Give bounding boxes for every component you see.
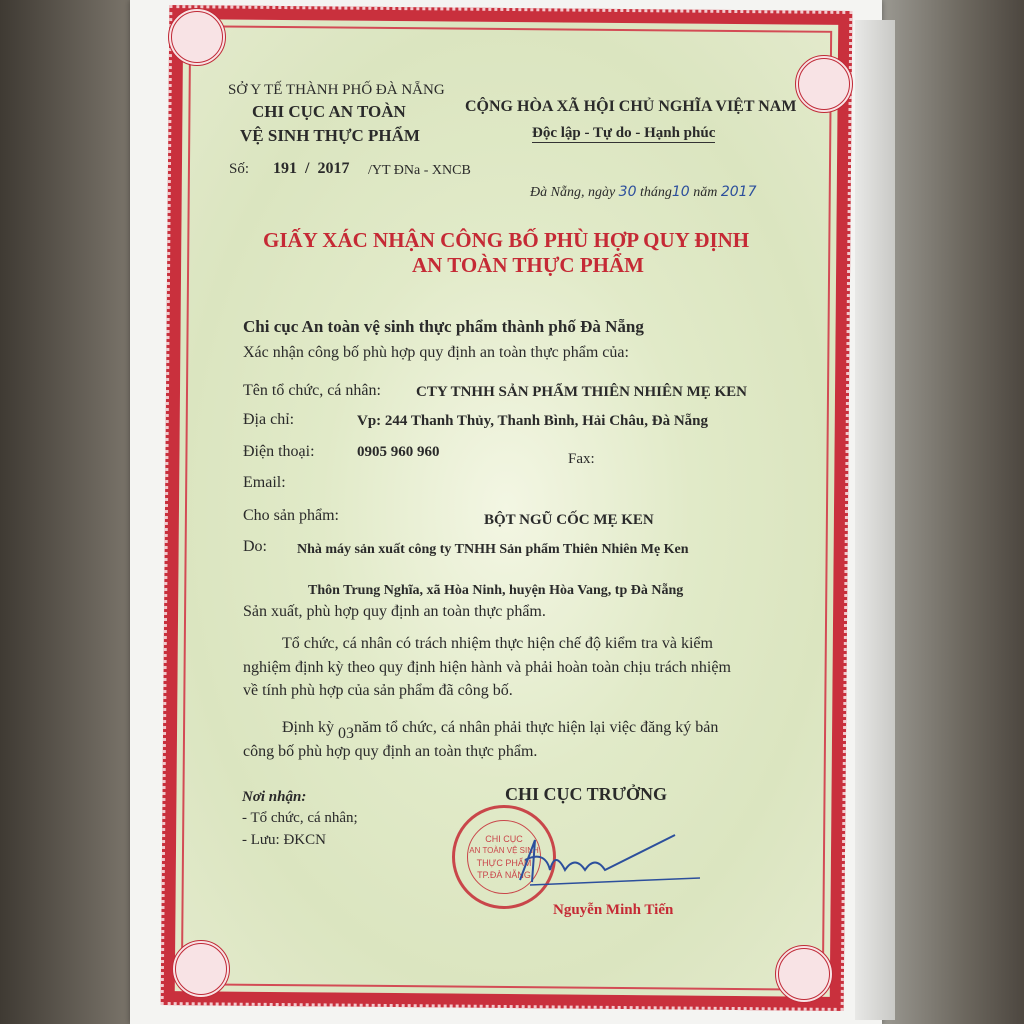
by-label: Do: (243, 538, 267, 555)
background-right (880, 0, 1024, 1024)
phone-value: 0905 960 960 (357, 444, 440, 460)
republic-title: CỘNG HÒA XÃ HỘI CHỦ NGHĨA VIỆT NAM (465, 98, 797, 115)
org-value: CTY TNHH SẢN PHẨM THIÊN NHIÊN MẸ KEN (416, 384, 748, 400)
number-suffix: /YT ĐNa - XNCB (368, 163, 471, 178)
signature (500, 820, 700, 900)
number-label: Số: (229, 161, 250, 177)
corner-ornament (795, 55, 853, 113)
date-year: 2017 (720, 184, 757, 200)
recipient-1: - Tổ chức, cá nhân; (242, 810, 358, 826)
signer-title: CHI CỤC TRƯỞNG (505, 784, 668, 804)
signer-name: Nguyễn Minh Tiến (553, 902, 674, 918)
address-label: Địa chỉ: (243, 411, 295, 428)
org-label: Tên tổ chức, cá nhân: (243, 382, 381, 399)
motto: Độc lập - Tự do - Hạnh phúc (532, 125, 716, 141)
corner-ornament (172, 940, 230, 998)
date-place (530, 184, 756, 201)
para1-line1: Tổ chức, cá nhân có trách nhiệm thực hiện chế độ kiểm tra và kiểm (282, 635, 713, 652)
date-day: 30 (618, 184, 637, 200)
corner-ornament (168, 8, 226, 66)
date-month-label: tháng (640, 185, 672, 200)
document-number: 191 / 2017 (273, 160, 350, 177)
seal-line: CHI CỤC (485, 834, 523, 844)
para2-line2: công bố phù hợp quy định an toàn thực phẩm. (243, 743, 538, 760)
sleeve-edge (855, 20, 895, 1020)
period-years: 03 (338, 725, 354, 742)
confirm-text: Xác nhận công bố phù hợp quy định an toàn thực phẩm của: (243, 344, 629, 361)
date-month: 10 (671, 184, 690, 200)
agency-line1: CHI CỤC AN TOÀN (252, 102, 406, 121)
email-label: Email: (243, 474, 286, 491)
produced-text: Sản xuất, phù hợp quy định an toàn thực phẩm. (243, 603, 546, 620)
para2-line1 (282, 719, 719, 742)
background-left (0, 0, 135, 1024)
agency-line2: VỆ SINH THỰC PHẨM (240, 126, 420, 145)
para1-line2: nghiệm định kỳ theo quy định hiện hành và phải hoàn toàn chịu trách nhiệm (243, 659, 731, 676)
title-line1: GIẤY XÁC NHẬN CÔNG BỐ PHÙ HỢP QUY ĐỊNH (263, 228, 750, 252)
phone-label: Điện thoại: (243, 443, 315, 460)
seal-line: TP.ĐÀ NẴNG (477, 870, 531, 880)
para2-prefix: Định kỳ (282, 719, 334, 736)
title-line2: AN TOÀN THỰC PHẨM (412, 253, 644, 277)
fax-label: Fax: (568, 451, 595, 467)
seal-line: THỰC PHẨM (476, 858, 532, 868)
issuer: Chi cục An toàn vệ sinh thực phẩm thành phố Đà Nẵng (243, 317, 644, 336)
by-address: Thôn Trung Nghĩa, xã Hòa Ninh, huyện Hòa Vang, tp Đà Nẵng (308, 583, 684, 598)
recipients-label: Nơi nhận: (242, 789, 307, 805)
by-value: Nhà máy sản xuất công ty TNHH Sản phẩm Thiên Nhiên Mẹ Ken (297, 542, 689, 557)
corner-ornament (775, 945, 833, 1003)
date-year-label: năm (693, 185, 718, 200)
para2-text: năm tổ chức, cá nhân phải thực hiện lại việc đăng ký bản (354, 719, 719, 736)
address-value: Vp: 244 Thanh Thủy, Thanh Bình, Hải Châu, Đà Nẵng (357, 413, 708, 429)
department: SỞ Y TẾ THÀNH PHỐ ĐÀ NẴNG (228, 82, 445, 98)
para1-line3: về tính phù hợp của sản phẩm đã công bố. (243, 682, 513, 699)
date-place-label: Đà Nẵng, ngày (530, 185, 616, 200)
recipient-2: - Lưu: ĐKCN (242, 832, 326, 848)
product-label: Cho sản phẩm: (243, 507, 339, 524)
seal-line: AN TOÀN VỆ SINH (469, 846, 539, 855)
product-value: BỘT NGŨ CỐC MẸ KEN (484, 512, 654, 528)
